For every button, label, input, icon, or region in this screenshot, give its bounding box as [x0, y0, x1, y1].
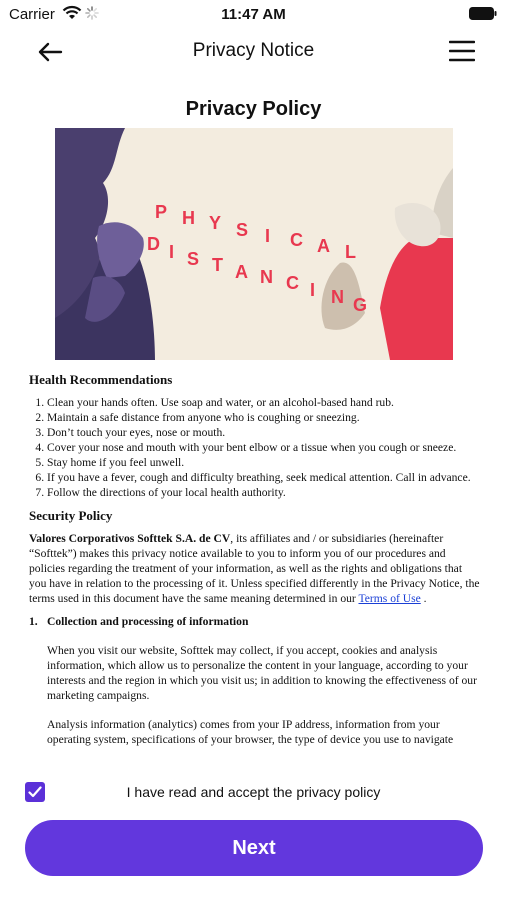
accept-label: I have read and accept the privacy policy: [126, 784, 381, 800]
battery-icon: [469, 7, 497, 20]
collection-number: 1.: [29, 615, 38, 628]
collection-heading: [29, 614, 481, 629]
terms-of-use-link[interactable]: Terms of Use: [358, 592, 421, 605]
collection-paragraph-1: When you visit our website, Softtek may collect, if you accept, cookies and analysis information, which allow us to personalize the content in your language, according to your interests and the region in which you visit us; in addition to knowing the effectiveness of our marketing campaigns.: [47, 644, 477, 702]
svg-text:T: T: [212, 255, 223, 275]
hamburger-menu-icon: [449, 40, 475, 62]
list-item: 2. Maintain a safe distance from anyone who is coughing or sneezing.: [47, 410, 481, 425]
status-bar: [0, 0, 507, 28]
svg-text:G: G: [353, 295, 368, 315]
svg-text:C: C: [286, 273, 299, 293]
svg-text:N: N: [331, 287, 344, 307]
svg-text:Y: Y: [209, 213, 222, 233]
svg-text:H: H: [182, 208, 195, 228]
status-time: 11:47 AM: [221, 6, 286, 23]
svg-text:A: A: [235, 262, 248, 282]
health-list: [29, 395, 481, 500]
svg-text:L: L: [345, 242, 356, 262]
list-item: 4. Cover your nose and mouth with your bent elbow or a tissue when you cough or sneeze.: [47, 440, 481, 455]
terms-suffix: .: [420, 592, 427, 605]
svg-text:D: D: [147, 234, 160, 254]
navigation-bar: [0, 28, 507, 76]
svg-text:N: N: [260, 267, 273, 287]
policy-scroll-area[interactable]: [0, 86, 507, 776]
menu-button[interactable]: [447, 36, 477, 66]
collection-paragraph-2: Analysis information (analytics) comes from your IP address, information from your operating system, specifications of your browser, the type of device you use to navigate: [47, 718, 454, 746]
svg-text:I: I: [169, 242, 175, 262]
svg-text:P: P: [155, 202, 168, 222]
svg-text:S: S: [236, 220, 249, 240]
accept-row: [0, 778, 507, 806]
next-button[interactable]: Next: [25, 820, 483, 876]
svg-text:S: S: [187, 249, 200, 269]
carrier-label: Carrier: [9, 6, 55, 23]
physical-distancing-illustration: [55, 128, 453, 360]
company-name: Valores Corporativos Softtek S.A. de CV: [29, 532, 231, 545]
svg-text:I: I: [310, 280, 316, 300]
list-item: 6. If you have a fever, cough and difficulty breathing, seek medical attention. Call in advance.: [47, 470, 481, 485]
collection-section: [29, 614, 481, 747]
list-item: 3. Don’t touch your eyes, nose or mouth.: [47, 425, 481, 440]
policy-document: [29, 370, 481, 761]
security-paragraph: [29, 531, 481, 606]
health-heading: Health Recommendations: [29, 372, 173, 387]
list-item: 1. Clean your hands often. Use soap and water, or an alcohol-based hand rub.: [47, 395, 481, 410]
list-item: 5. Stay home if you feel unwell.: [47, 455, 481, 470]
collection-heading-text: Collection and processing of information: [47, 615, 249, 628]
security-heading: Security Policy: [29, 508, 113, 523]
security-body: , its affiliates and / or subsidiaries (hereinafter “Softtek”) makes this privacy notice available to you to inform you of our procedures and policies regarding the treatment of your information, as well as the rights and obligations that you have in relation to the processing of it. Unless specified differently in the Privacy Notice, the terms used in this document have the same meaning determined in our: [29, 532, 480, 605]
svg-text:A: A: [317, 236, 330, 256]
list-item: 7. Follow the directions of your local health authority.: [47, 485, 481, 500]
svg-text:I: I: [265, 226, 271, 246]
policy-title: Privacy Policy: [185, 98, 322, 120]
page-title: Privacy Notice: [192, 40, 315, 61]
svg-text:C: C: [290, 230, 303, 250]
